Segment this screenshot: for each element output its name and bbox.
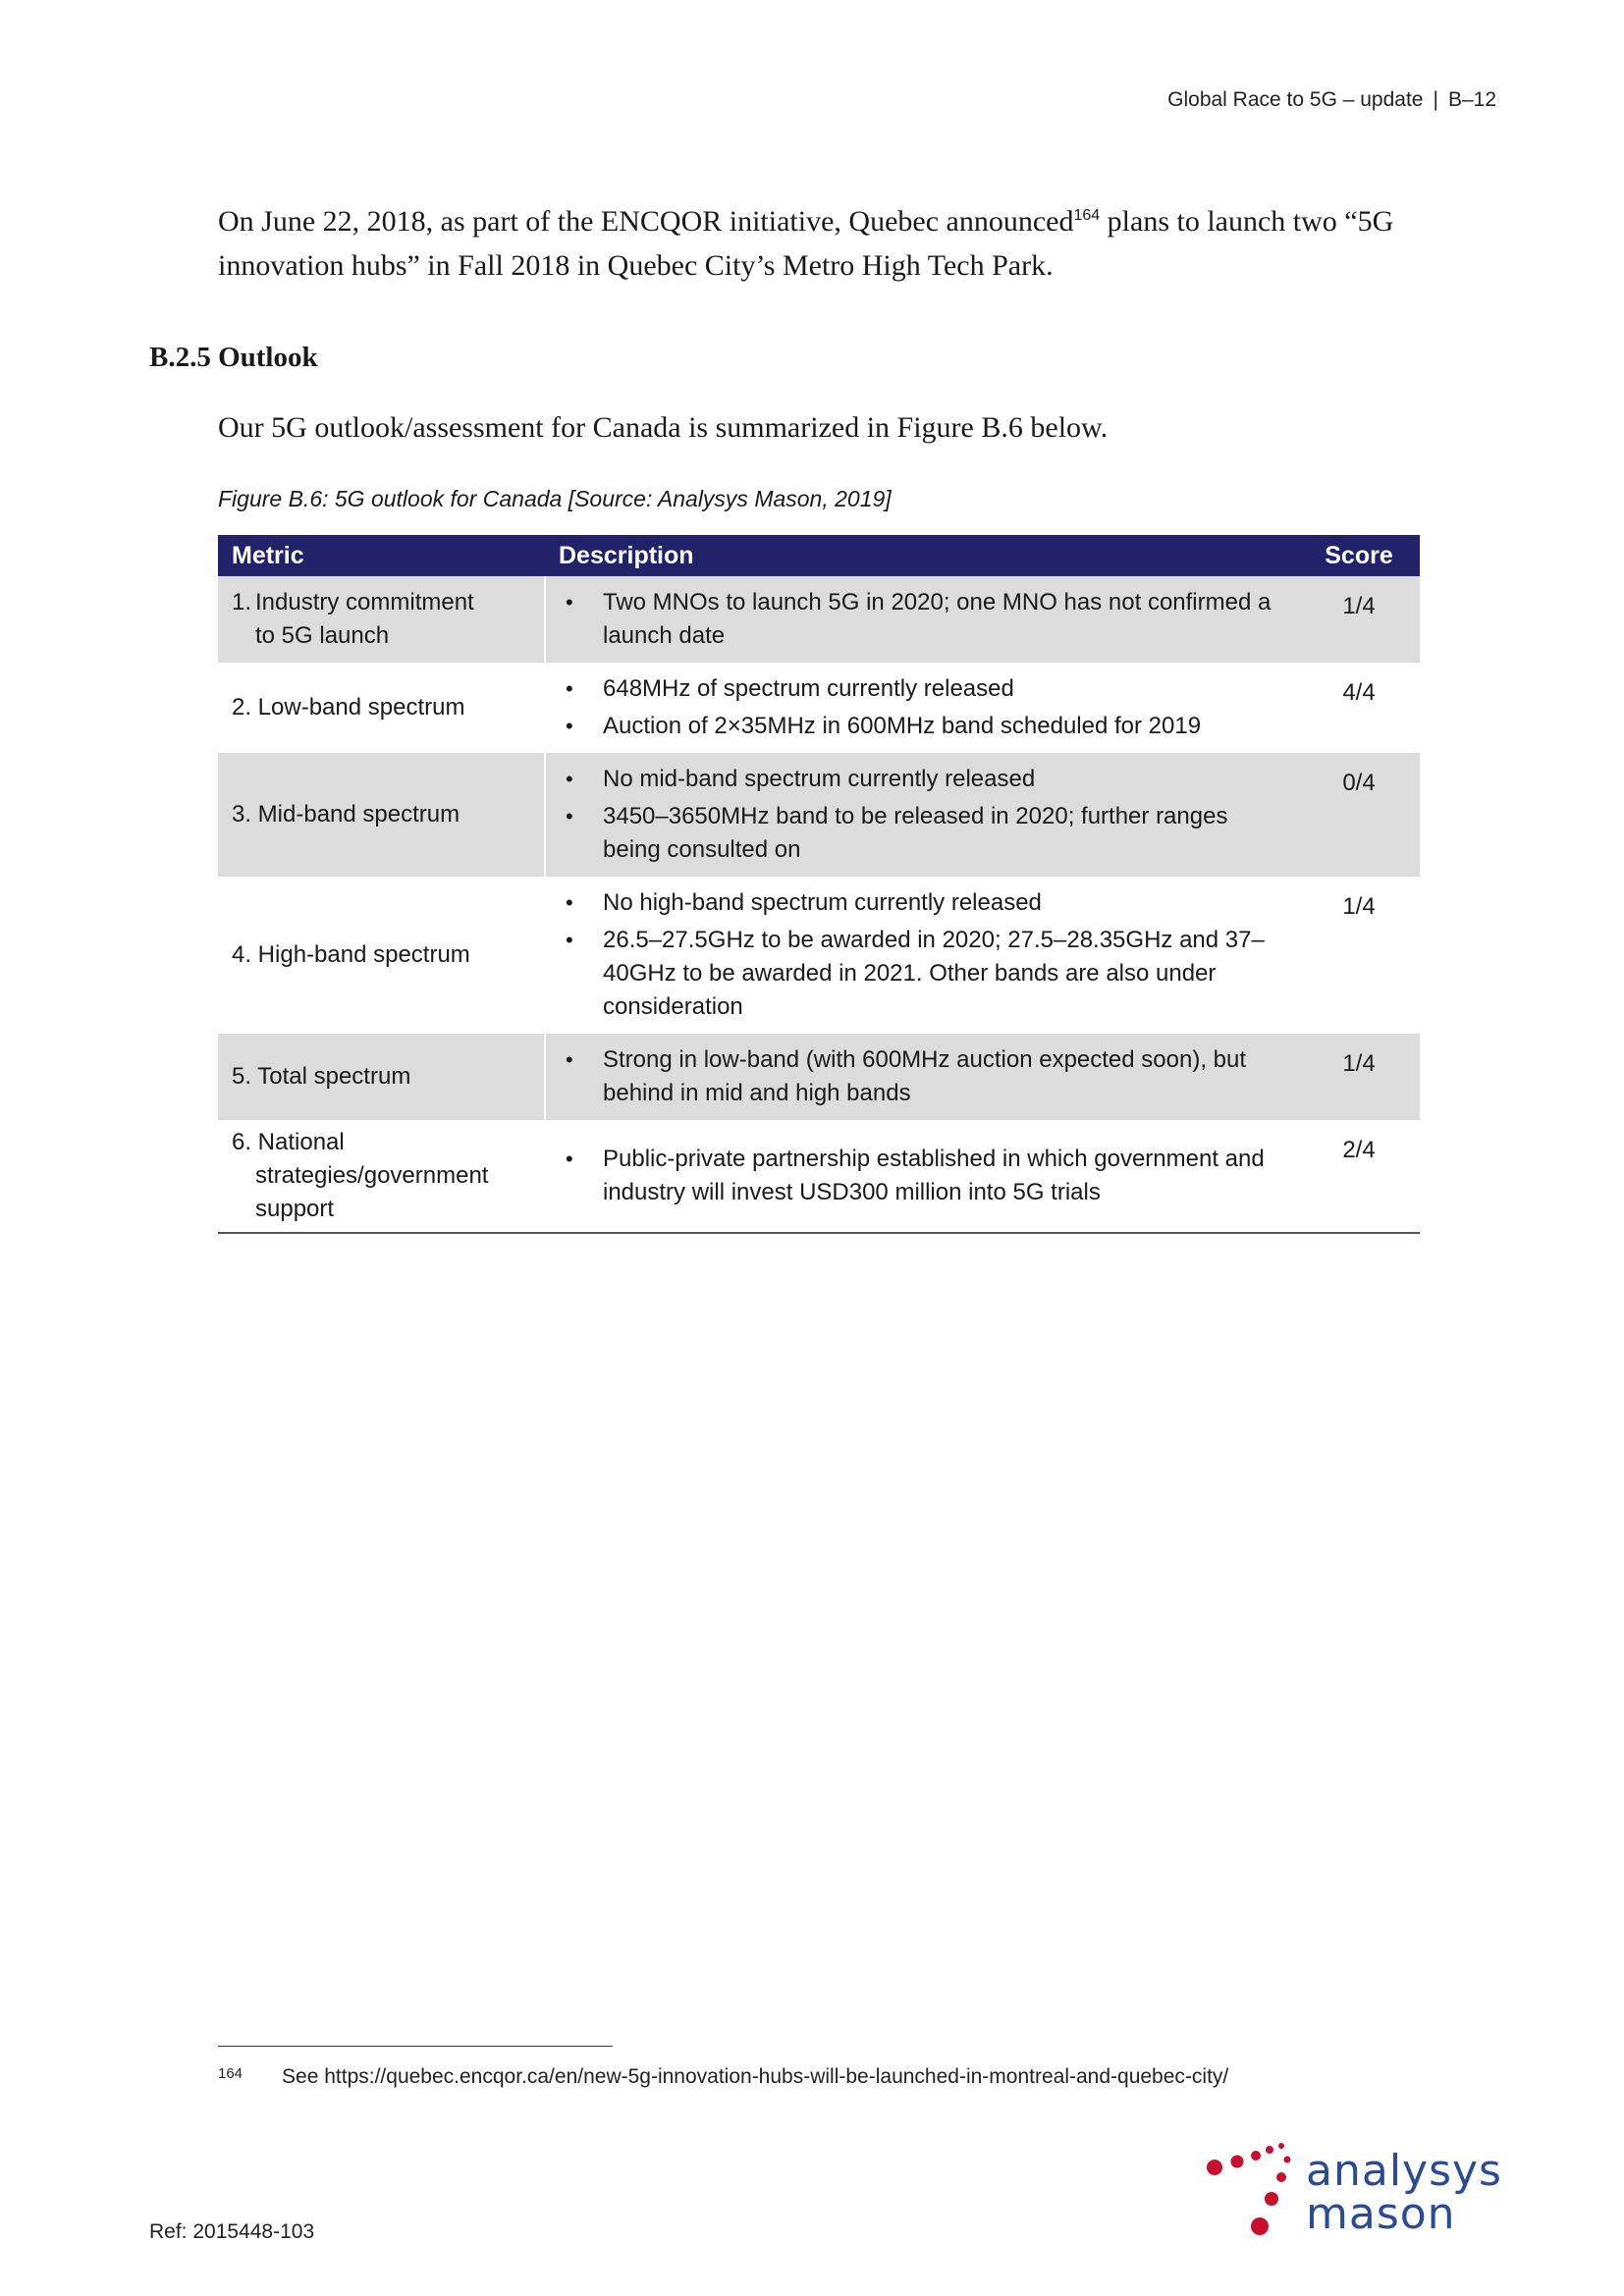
score-cell: 1/4 bbox=[1342, 893, 1376, 920]
score-cell: 2/4 bbox=[1298, 1120, 1420, 1233]
metric-cell: 4. High-band spectrum bbox=[218, 877, 545, 1034]
footnote-number: 164 bbox=[218, 2065, 244, 2082]
description-cell bbox=[545, 753, 1298, 877]
list-item: • 648MHz of spectrum currently released bbox=[560, 672, 1284, 706]
section-heading: B.2.5 Outlook bbox=[149, 342, 318, 373]
description-list bbox=[560, 763, 1284, 867]
metric-cell bbox=[218, 1120, 545, 1233]
table-row bbox=[218, 1034, 1420, 1120]
intro-paragraph bbox=[218, 199, 1426, 288]
running-header-title: Global Race to 5G – update bbox=[1167, 88, 1424, 111]
list-item: • 26.5–27.5GHz to be awarded in 2020; 27.5–28.35GHz and 37–40GHz to be awarded in 2021. Other bands are also under consideration bbox=[560, 924, 1284, 1024]
table-row bbox=[218, 1120, 1420, 1233]
header-score: Score bbox=[1298, 535, 1420, 576]
description-cell bbox=[545, 663, 1298, 753]
metric-cell: 2. Low-band spectrum bbox=[218, 663, 545, 753]
running-header bbox=[1167, 88, 1496, 112]
logo-word-2: mason bbox=[1306, 2189, 1456, 2239]
description-list bbox=[560, 586, 1284, 653]
list-item: • No high-band spectrum currently released bbox=[560, 886, 1284, 920]
score-cell: 1/4 bbox=[1298, 1034, 1420, 1120]
metric-cell: 5. Total spectrum bbox=[218, 1034, 545, 1120]
footnote-reference[interactable]: 164 bbox=[1073, 207, 1101, 224]
figure-caption: Figure B.6: 5G outlook for Canada [Source: Analysys Mason, 2019] bbox=[218, 486, 892, 511]
description-list bbox=[560, 1143, 1284, 1209]
list-item: • Auction of 2×35MHz in 600MHz band scheduled for 2019 bbox=[560, 710, 1284, 743]
description-cell bbox=[545, 576, 1298, 663]
outlook-table bbox=[218, 535, 1420, 1234]
table-header-row bbox=[218, 535, 1420, 576]
logo-dots-icon bbox=[1203, 2140, 1311, 2248]
intro-text-after: plans to launch two “5G innovation hubs” in Fall 2018 in Quebec City’s Metro High Tech Park. bbox=[218, 205, 1394, 282]
score-cell: 1/4 bbox=[1298, 576, 1420, 663]
metric-number: 1. bbox=[232, 589, 252, 615]
footnote bbox=[218, 2065, 1228, 2089]
metric-label-continued: to 5G launch bbox=[255, 622, 390, 649]
list-item: • Public-private partnership established in which government and industry will invest USD300 million into 5G trials bbox=[560, 1143, 1284, 1209]
metric-cell: 3. Mid-band spectrum bbox=[218, 753, 545, 877]
description-list bbox=[560, 672, 1284, 743]
description-cell bbox=[545, 877, 1298, 1034]
footnote-link[interactable]: See https://quebec.encqor.ca/en/new-5g-innovation-hubs-will-be-launched-in-montreal-and-quebec-city/ bbox=[282, 2065, 1229, 2088]
logo-word-1: analysys bbox=[1306, 2146, 1502, 2196]
metric-label: 6. National bbox=[232, 1129, 345, 1155]
list-item: • 3450–3650MHz band to be released in 2020; further ranges being consulted on bbox=[560, 800, 1284, 867]
page-number: B–12 bbox=[1447, 88, 1496, 111]
table-row bbox=[218, 663, 1420, 753]
document-reference: Ref: 2015448-103 bbox=[149, 2220, 315, 2243]
header-description: Description bbox=[545, 535, 1298, 576]
score-cell: 0/4 bbox=[1298, 753, 1420, 877]
list-item: • No mid-band spectrum currently released bbox=[560, 763, 1284, 796]
list-item: • Strong in low-band (with 600MHz auction expected soon), but behind in mid and high bands bbox=[560, 1043, 1284, 1110]
score-cell: 4/4 bbox=[1342, 679, 1376, 706]
outlook-paragraph: Our 5G outlook/assessment for Canada is summarized in Figure B.6 below. bbox=[218, 411, 1109, 444]
description-list bbox=[560, 886, 1284, 1024]
metric-label-continued: strategies/government support bbox=[255, 1162, 489, 1222]
table-row bbox=[218, 877, 1420, 1034]
analysys-mason-logo bbox=[1203, 2140, 1517, 2248]
header-metric: Metric bbox=[218, 535, 545, 576]
description-cell bbox=[545, 1120, 1298, 1233]
description-list bbox=[560, 1043, 1284, 1110]
table-row bbox=[218, 576, 1420, 663]
description-cell bbox=[545, 1034, 1298, 1120]
table-row bbox=[218, 753, 1420, 877]
footnote-divider bbox=[218, 2046, 613, 2047]
metric-label: Industry commitment bbox=[255, 589, 474, 615]
running-header-separator: | bbox=[1433, 88, 1438, 111]
list-item: • Two MNOs to launch 5G in 2020; one MNO has not confirmed a launch date bbox=[560, 586, 1284, 653]
intro-text-before: On June 22, 2018, as part of the ENCQOR initiative, Quebec announced bbox=[218, 205, 1074, 238]
metric-cell bbox=[218, 576, 545, 663]
